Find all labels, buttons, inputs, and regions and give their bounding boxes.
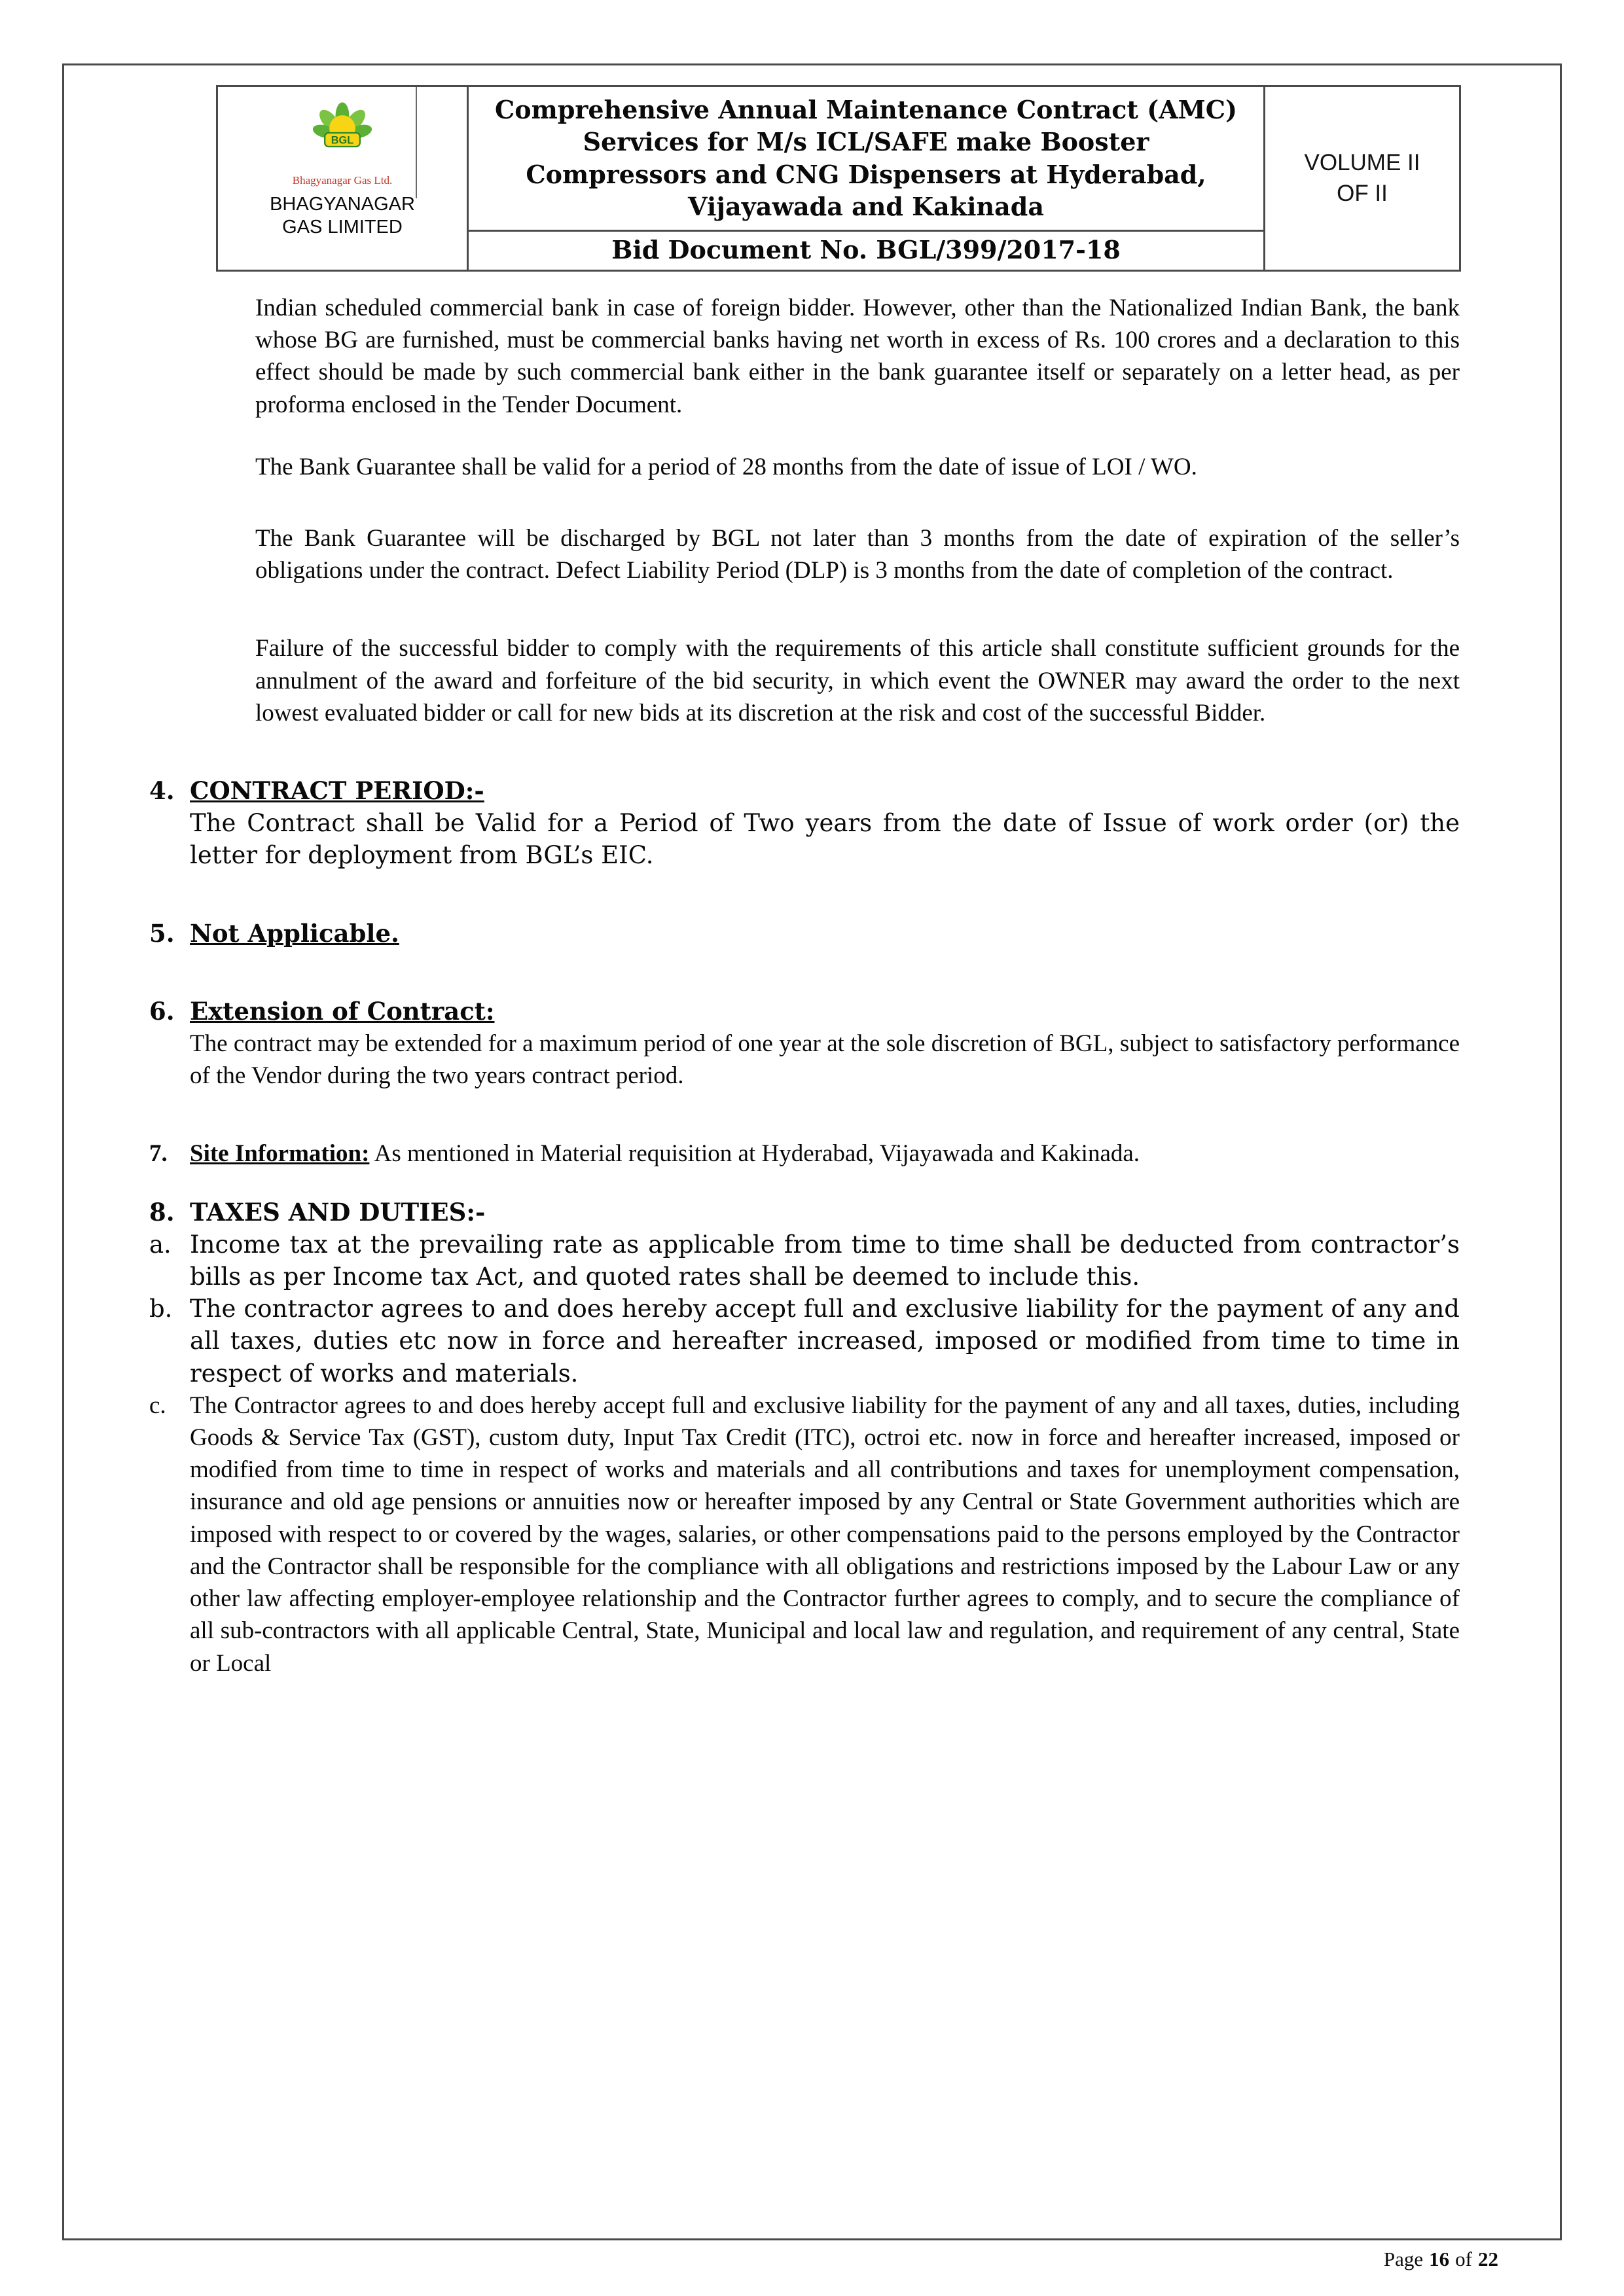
section-4-number: 4. [149,776,175,806]
section-6-number: 6. [149,996,175,1026]
footer-of-label: of [1455,2248,1472,2270]
document-body [64,292,1560,1679]
section-6-body: The contract may be extended for a maximum period of one year at the sole discretion of BGL, subject to satisfactory performance of the Vendor during the two years contract period. [190,1030,1460,1090]
bgl-logo-icon [304,96,381,173]
section-7-text [190,1138,1460,1170]
item-b-text: The contractor agrees to and does hereby accept full and exclusive liability for the payment of any and all taxes, duties etc now in force and hereafter increased, imposed or modified from time to time in respect of works and materials. [190,1295,1460,1388]
item-c-letter: c. [149,1391,166,1419]
volume-cell [1265,87,1459,270]
section-4-heading-row [149,775,1460,807]
section-8-item-c [149,1390,1460,1679]
section-7-heading: Site Information: [190,1140,370,1168]
section-8-heading: TAXES AND DUTIES:- [190,1197,486,1227]
item-a-text: Income tax at the prevailing rate as applicable from time to time shall be deducted from contractor’s bills as per Income tax Act, and quoted rates shall be deemed to include this. [190,1230,1460,1291]
section-7-body-inline: As mentioned in Material requisition at Hyderabad, Vijayawada and Kakinada. [369,1140,1140,1168]
section-7-number: 7. [149,1140,168,1168]
section-5-heading-row [149,918,1460,950]
footer-page-label: Page [1383,2248,1424,2270]
document-title: Comprehensive Annual Maintenance Contract (AMC) Services for M/s ICL/SAFE make Booster Compressors and CNG Dispensers at Hyderabad, Vijayawada and Kakinada [495,95,1237,222]
volume-line-2: OF II [1337,181,1388,207]
section-5-number: 5. [149,918,175,948]
logo-cell [218,87,469,270]
volume-line-1: VOLUME II [1304,150,1420,176]
section-8-heading-row [149,1196,1460,1229]
section-8-item-a [149,1229,1460,1293]
section-7-row [149,1138,1460,1170]
paragraph-failure-clause: Failure of the successful bidder to comply with the requirements of this article shall constitute sufficient grounds for the annulment of the award and forfeiture of the bid security, in which event the OWNER may award the order to the next lowest evaluated bidder or call for new bids at its discretion at the risk and cost of the successful Bidder. [255,635,1460,726]
section-5-heading: Not Applicable. [190,918,399,948]
section-4-heading: CONTRACT PERIOD:- [190,776,484,806]
logo-subtitle: Bhagyanagar Gas Ltd. [292,174,393,187]
section-6-heading: Extension of Contract: [190,996,495,1026]
document-header [216,85,1461,272]
title-cell [469,87,1265,270]
section-6-heading-row [149,996,1460,1028]
item-a-letter: a. [149,1230,171,1259]
item-b-letter: b. [149,1295,173,1323]
footer-total-pages: 22 [1478,2248,1498,2270]
paragraph-bg-validity: The Bank Guarantee shall be valid for a period of 28 months from the date of issue of LOI / WO. [255,453,1197,480]
item-c-text: The Contractor agrees to and does hereby accept full and exclusive liability for the payment of any and all taxes, duties, including Goods & Service Tax (GST), custom duty, Input Tax Credit (ITC), octroi etc. now in force and hereafter increased, imposed or modified from time to time in respect of works and materials and all contributions and taxes for unemployment compensation, insurance and old age pensions or annuities now or hereafter imposed by any Central or State Government authorities which are imposed with respect to or covered by the wages, salaries, or other compensations paid to the persons employed by the Contractor and the Contractor shall be responsible for the compliance with all obligations and restrictions imposed by the Labour Law or any other law affecting employer-employee relationship and the Contractor further agrees to comply, and to secure the compliance of all sub-contractors with all applicable Central, State, Municipal and local law and regulation, and requirement of any central, State or Local [190,1391,1460,1677]
page-footer [1384,2248,1498,2271]
header-cell-divider [416,87,417,198]
paragraph-bg-discharge: The Bank Guarantee will be discharged by BGL not later than 3 months from the date of expiration of the seller’s obligations under the contract. Defect Liability Period (DLP) is 3 months from the date of completion of the contract. [255,525,1460,584]
bid-document-number: Bid Document No. BGL/399/2017-18 [469,230,1263,270]
section-8-item-b [149,1293,1460,1390]
svg-text:BGL: BGL [331,134,354,147]
section-8-number: 8. [149,1197,175,1227]
page-border [62,63,1562,2240]
footer-page-number: 16 [1429,2248,1450,2270]
company-name: BHAGYANAGAR GAS LIMITED [270,194,415,238]
paragraph-bank-continuation: Indian scheduled commercial bank in case of foreign bidder. However, other than the Nationalized Indian Bank, the bank whose BG are furnished, must be commercial banks having net worth in excess of Rs. 100 crores and a declaration to this effect should be made by such commercial bank either in the bank guarantee itself or separately on a letter head, as per proforma enclosed in the Tender Document. [255,295,1460,418]
section-4-body: The Contract shall be Valid for a Period of Two years from the date of Issue of work order (or) the letter for deployment from BGL’s EIC. [190,809,1460,870]
